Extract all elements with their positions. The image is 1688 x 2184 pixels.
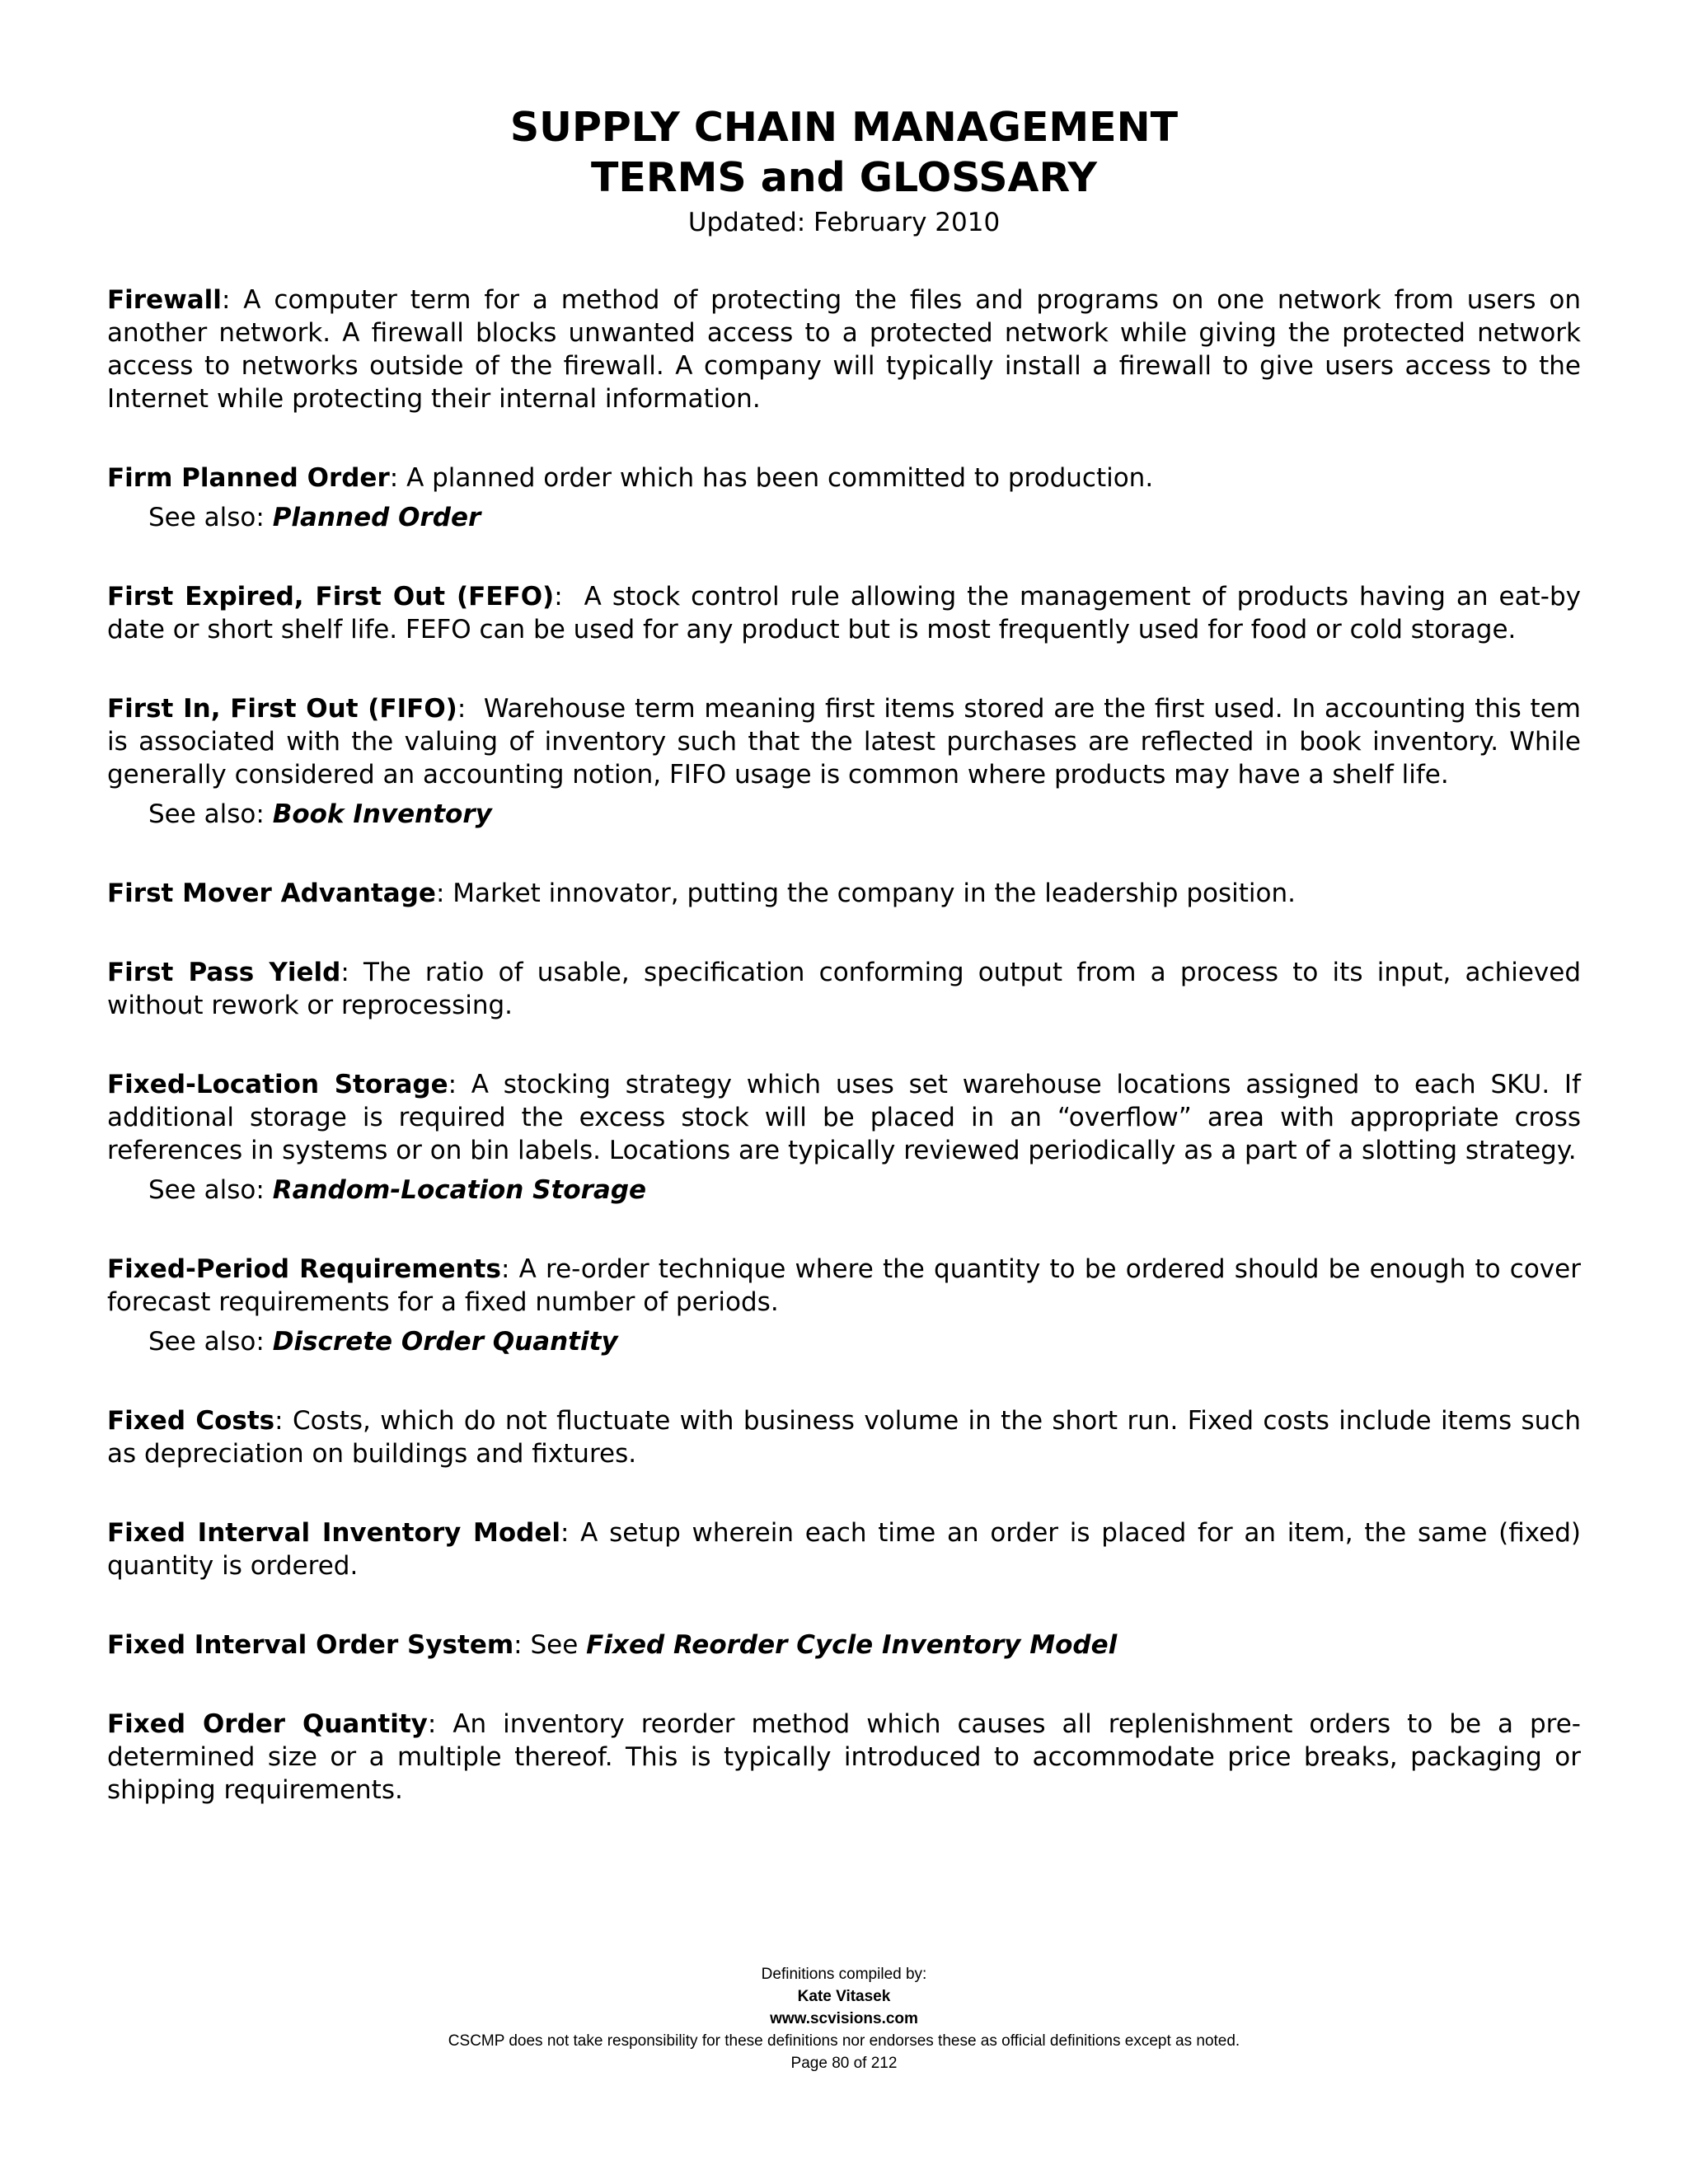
entry-definition: Costs, which do not fluctuate with business volume in the short run. Fixed costs include items such as depreciation on buildings and fixtures. [107, 1406, 1581, 1469]
entry-definition: A planned order which has been committed to production. [406, 463, 1154, 493]
page-number: Page 80 of 212 [790, 2055, 898, 2072]
glossary-entry [107, 1404, 1581, 1470]
entry-separator: : [221, 285, 244, 315]
glossary-entries [107, 284, 1581, 1853]
entry-term: Fixed Interval Order System [107, 1630, 514, 1660]
entry-term: Fixed Costs [107, 1406, 275, 1436]
updated-date: Updated: February 2010 [687, 208, 1001, 237]
entry-term: Firewall [107, 285, 222, 315]
entry-definition: A stocking strategy which uses set warehouse locations assigned to each SKU. If additional storage is required the excess stock will be placed in an “overflow” area with appropriate cross references in systems or on bin labels. Locations are typically reviewed periodically as a part of a slotting strategy. [107, 1070, 1581, 1165]
entry-cross-reference[interactable]: Fixed Reorder Cycle Inventory Model [586, 1630, 1118, 1660]
see-also-line [107, 1174, 1581, 1207]
glossary-entry [107, 284, 1581, 415]
entry-term: First Expired, First Out (FEFO) [107, 582, 555, 612]
entry-definition: A re-order technique where the quantity to be ordered should be enough to cover forecast requirements for a fixed number of periods. [107, 1254, 1581, 1317]
see-also-label: See also: [148, 1175, 273, 1205]
see-also-line [107, 501, 1581, 534]
glossary-entry [107, 580, 1581, 646]
entry-definition: An inventory reorder method which causes all replenishment orders to be a pre-determined size or a multiple thereof. This is typically introduced to accommodate price breaks, packaging or shipping requirements. [107, 1709, 1581, 1805]
website-link[interactable]: www.scvisions.com [770, 2010, 918, 2027]
entry-separator: : [554, 582, 584, 612]
glossary-entry [107, 1068, 1581, 1167]
glossary-entry [107, 1253, 1581, 1319]
author-name: Kate Vitasek [797, 1988, 891, 2005]
title-line-1: SUPPLY CHAIN MANAGEMENT [509, 104, 1179, 151]
document-header [0, 102, 1688, 239]
see-also-label: See also: [148, 799, 273, 829]
entry-separator: : [513, 1630, 531, 1660]
entry-term: Fixed-Location Storage [107, 1070, 448, 1099]
glossary-entry [107, 1708, 1581, 1807]
entry-separator: : [435, 879, 453, 908]
entry-term: Firm Planned Order [107, 463, 390, 493]
entry-term: First In, First Out (FIFO) [107, 694, 457, 724]
glossary-entry [107, 877, 1581, 910]
entry-definition: The ratio of usable, specification conforming output from a process to its input, achieved without rework or reprocessing. [107, 958, 1581, 1020]
glossary-entry [107, 1629, 1581, 1661]
entry-term: Fixed Interval Inventory Model [107, 1518, 560, 1548]
see-also-reference[interactable]: Random-Location Storage [272, 1175, 647, 1205]
page-footer [0, 1963, 1688, 2074]
glossary-entry [107, 1516, 1581, 1582]
entry-term: Fixed-Period Requirements [107, 1254, 501, 1284]
entry-separator: : [457, 694, 484, 724]
title-line-2: TERMS and GLOSSARY [590, 154, 1097, 201]
entry-term: First Pass Yield [107, 958, 341, 987]
entry-definition: A stock control rule allowing the management of products having an eat-by date or short shelf life. FEFO can be used for any product but is most frequently used for food or cold storage. [107, 582, 1581, 644]
see-also-reference[interactable]: Discrete Order Quantity [272, 1327, 618, 1357]
entry-separator: : [274, 1406, 293, 1436]
entry-definition: A computer term for a method of protecting the files and programs on one network from users on another network. A firewall blocks unwanted access to a protected network while giving the protected network access to networks outside of the firewall. A company will typically install a firewall to give users access to the Internet while protecting their internal information. [107, 285, 1581, 414]
see-also-label: See also: [148, 503, 273, 532]
see-also-line [107, 798, 1581, 831]
see-also-line [107, 1325, 1581, 1358]
entry-definition: Warehouse term meaning first items stored are the first used. In accounting this tem is associated with the valuing of inventory such that the latest purchases are reflected in book inventory. While generally considered an accounting notion, FIFO usage is common where products may have a shelf life. [107, 694, 1581, 790]
disclaimer: CSCMP does not take responsibility for these definitions nor endorses these as official definitions except as noted. [448, 2032, 1240, 2050]
see-also-reference[interactable]: Planned Order [272, 503, 481, 532]
entry-separator: : [427, 1709, 453, 1739]
entry-separator: : [340, 958, 364, 987]
entry-definition: See [530, 1630, 587, 1660]
entry-term: Fixed Order Quantity [107, 1709, 428, 1739]
glossary-entry [107, 956, 1581, 1022]
entry-separator: : [500, 1254, 519, 1284]
entry-term: First Mover Advantage [107, 879, 436, 908]
entry-separator: : [448, 1070, 471, 1099]
compiled-by-label: Definitions compiled by: [761, 1966, 927, 1983]
see-also-label: See also: [148, 1327, 273, 1357]
see-also-reference[interactable]: Book Inventory [272, 799, 492, 829]
glossary-entry [107, 692, 1581, 791]
entry-separator: : [389, 463, 407, 493]
entry-definition: Market innovator, putting the company in the leadership position. [452, 879, 1296, 908]
entry-separator: : [560, 1518, 581, 1548]
glossary-entry [107, 462, 1581, 494]
entry-definition: A setup wherein each time an order is placed for an item, the same (fixed) quantity is ordered. [107, 1518, 1581, 1581]
